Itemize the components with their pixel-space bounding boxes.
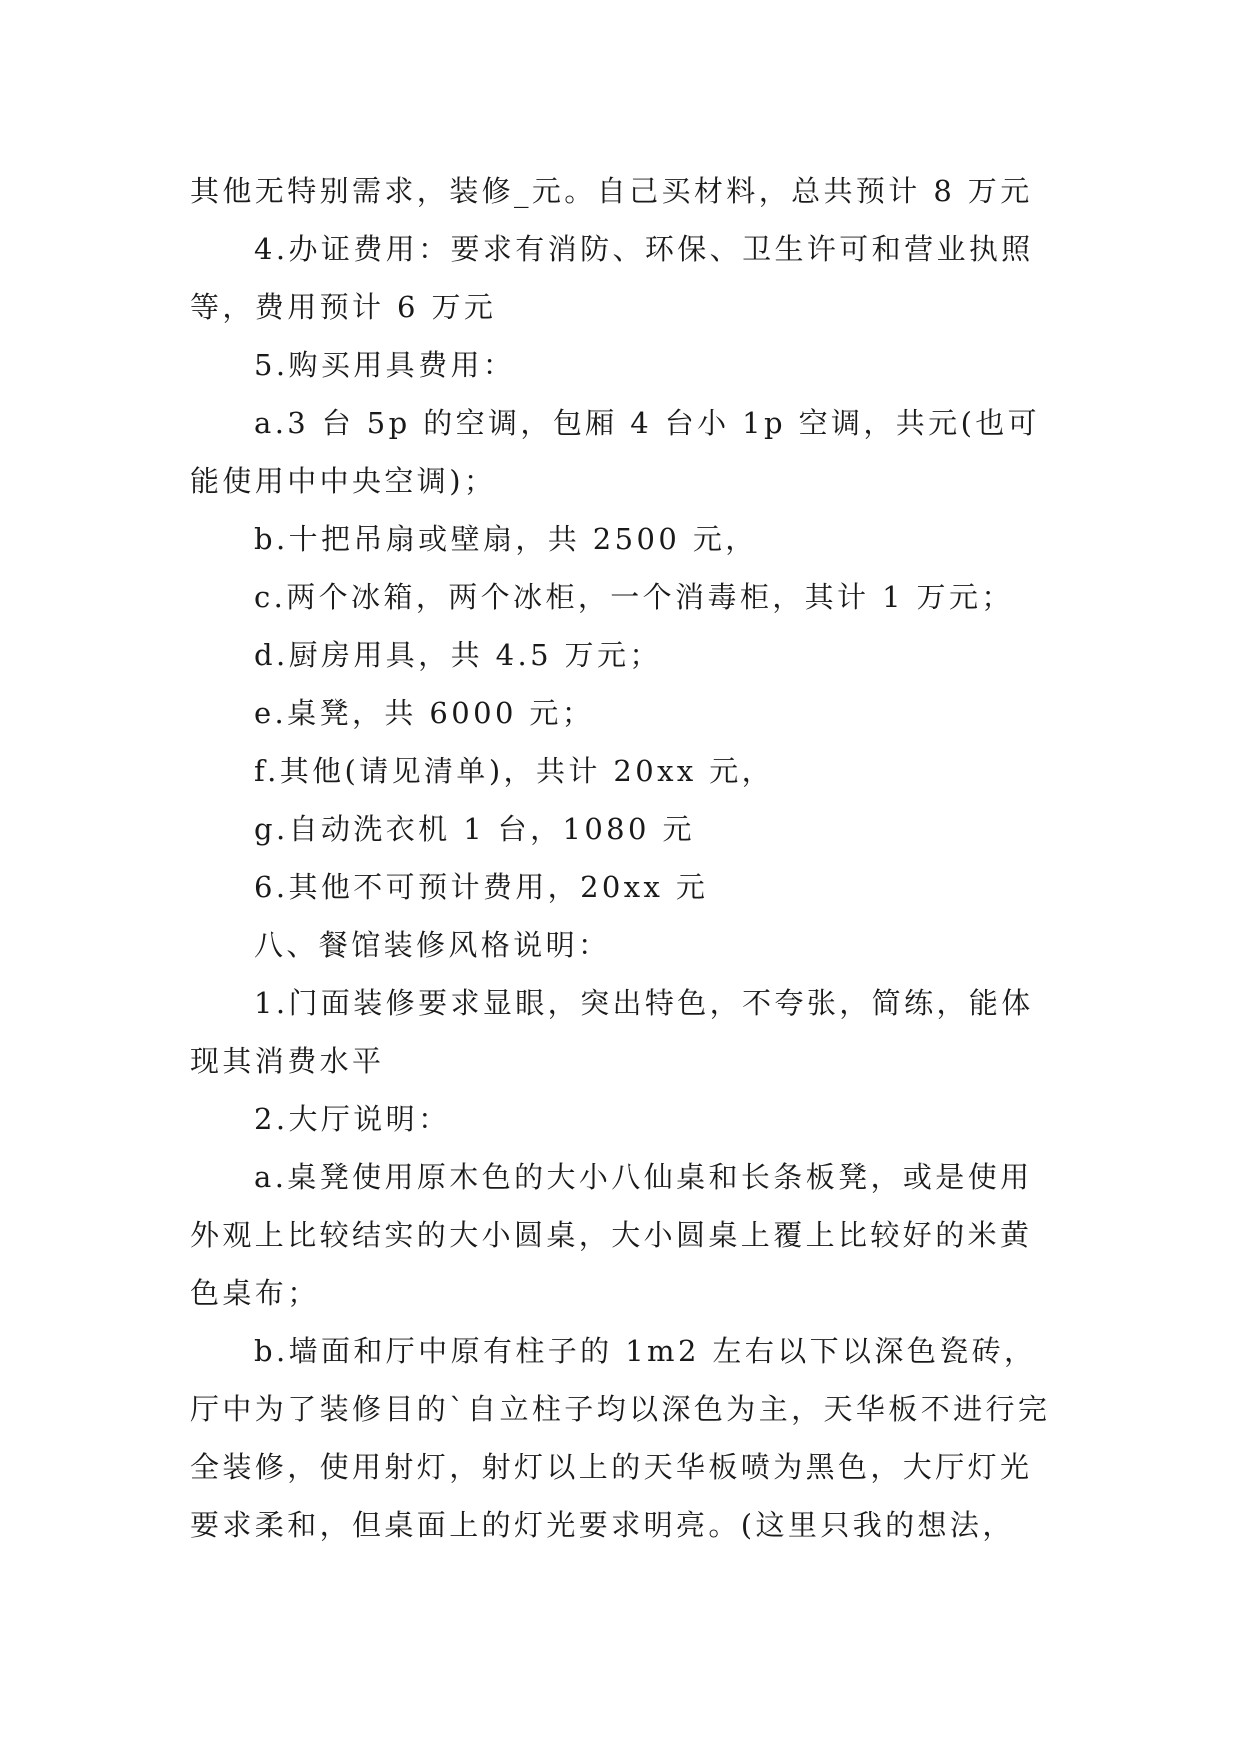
paragraph: a.3 台 5p 的空调，包厢 4 台小 1p 空调，共元(也可能使用中中央空调)； [190, 406, 1041, 498]
section-heading: 八、餐馆装修风格说明： [254, 928, 611, 962]
paragraph: a.桌凳使用原木色的大小八仙桌和长条板凳，或是使用外观上比较结实的大小圆桌，大小圆桌上覆上比较好的米黄色桌布； [190, 1160, 1033, 1310]
paragraph: 6.其他不可预计费用，20xx 元 [254, 870, 709, 904]
paragraph: d.厨房用具，共 4.5 万元； [254, 638, 662, 672]
paragraph: e.桌凳，共 6000 元； [254, 696, 595, 730]
paragraph: f.其他(请见清单)，共计 20xx 元， [254, 754, 774, 788]
paragraph: b.十把吊扇或壁扇，共 2500 元， [254, 522, 758, 556]
paragraph: 2.大厅说明： [254, 1102, 451, 1136]
paragraph: g.自动洗衣机 1 台，1080 元 [254, 812, 695, 846]
paragraph: 5.购买用具费用： [254, 348, 516, 382]
paragraph: 1.门面装修要求显眼，突出特色，不夸张，简练，能体现其消费水平 [190, 986, 1034, 1078]
paragraph: c.两个冰箱，两个冰柜，一个消毒柜，其计 1 万元； [254, 580, 1014, 614]
paragraph: b.墙面和厅中原有柱子的 1m2 左右以下以深色瓷砖，厅中为了装修目的`自立柱子均以深色为主，天华板不进行完全装修，使用射灯，射灯以上的天华板喷为黑色，大厅灯光要求柔和，但桌面上的灯光要求明亮。(这里只我的想法， [190, 1334, 1051, 1542]
paragraph: 其他无特别需求，装修_元。自己买材料，总共预计 8 万元 [190, 174, 1033, 208]
document-body [190, 162, 1052, 1554]
paragraph: 4.办证费用：要求有消防、环保、卫生许可和营业执照等，费用预计 6 万元 [190, 232, 1034, 324]
